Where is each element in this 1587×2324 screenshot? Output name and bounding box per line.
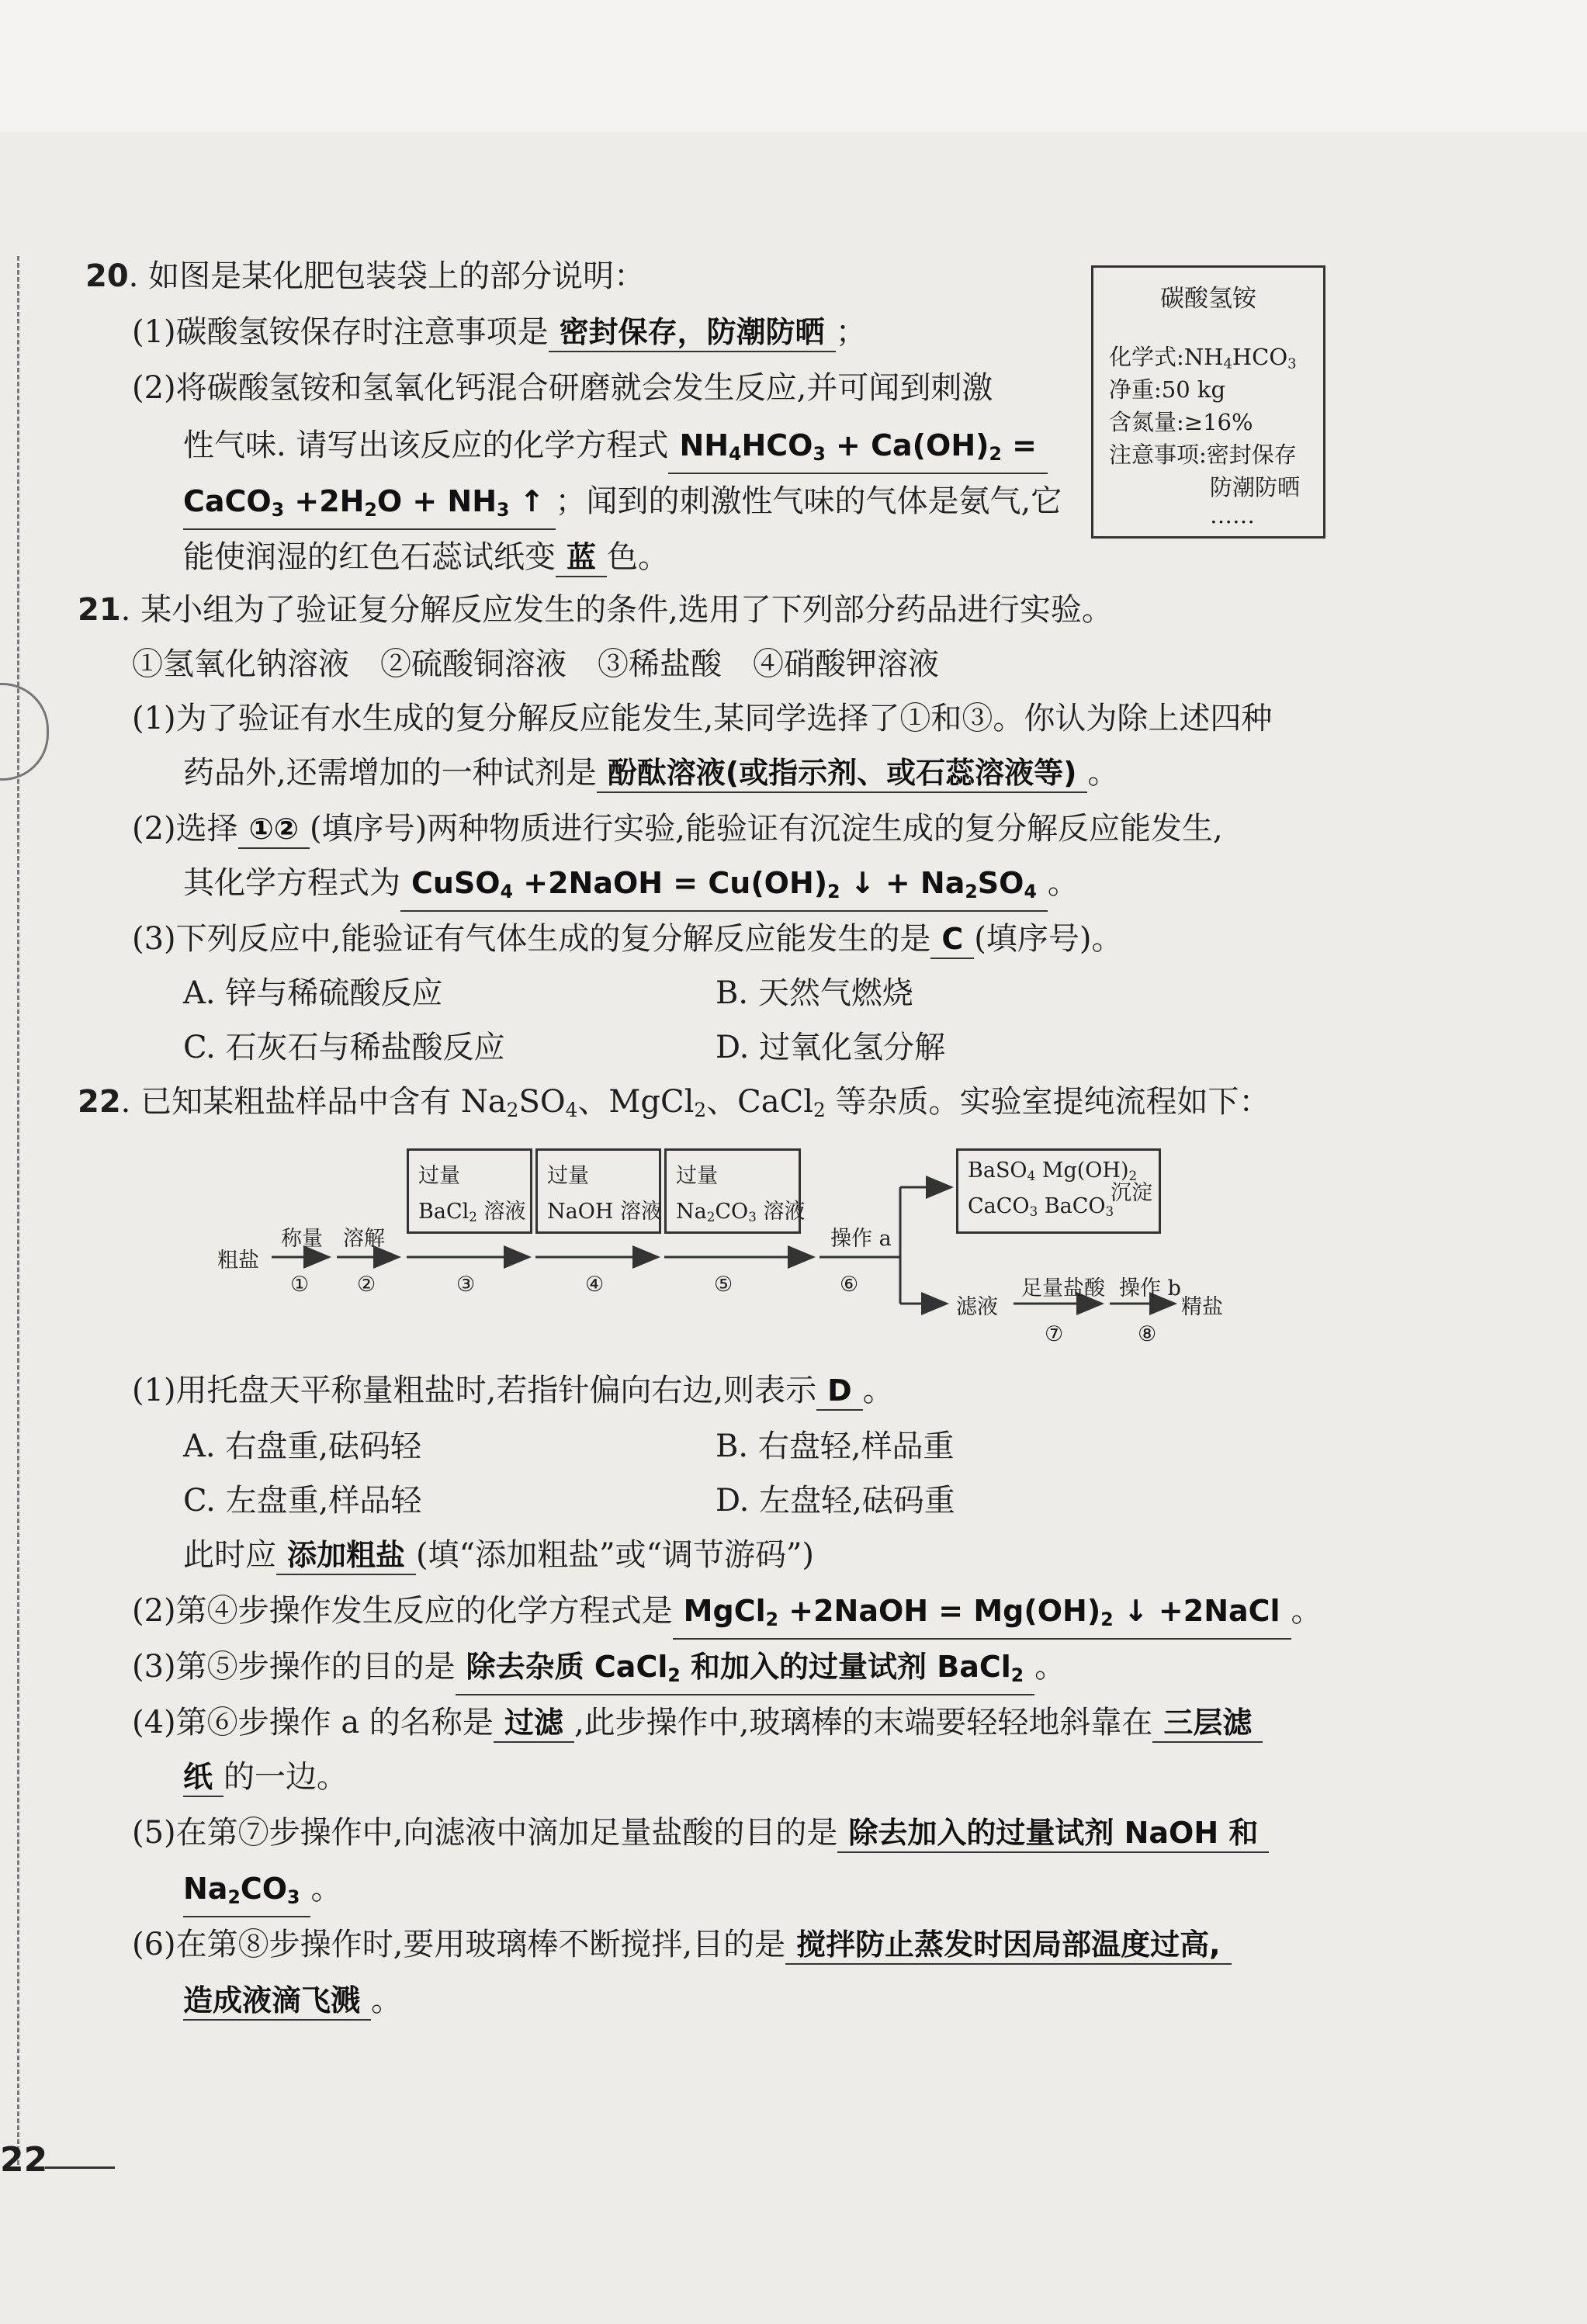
q21-equation: CuSO$_4$ +2NaOH = $Cu(OH)_2$ ↓ + $Na_2SO_4$ [400,864,1048,912]
q20-part2-line4: 能使润湿的红色石蕊试纸变 蓝 色。 [183,537,669,577]
q21-answer-3: C [930,920,974,959]
flow-fine-salt: 精盐 [1181,1295,1223,1319]
q21-answer-1: 酚酞溶液(或指示剂、或石蕊溶液等) [597,754,1088,793]
q22-part3: (3)第⑤步操作的目的是 除去杂质 CaCl$_2$ 和加入的过量试剂 BaCl$_2$ 。 [132,1647,1066,1695]
flow-op-b: 操作 b [1119,1276,1181,1301]
flow-hcl: 足量盐酸 [1021,1276,1105,1301]
flow-step-8: ⑧ [1138,1322,1157,1346]
q21-option-c: C. 石灰石与稀盐酸反应 [183,1030,505,1065]
q21-option-d: D. 过氧化氢分解 [716,1030,946,1065]
q22-answer-1: D [816,1372,863,1411]
q22-answer-4c: 纸 [183,1758,223,1797]
q21-part2-line2: 其化学方程式为 CuSO$_4$ +2NaOH = $Cu(OH)_2$ ↓ + $Na_2SO_4$ 。 [183,863,1079,912]
label-title: 碳酸氢铵 [1160,285,1256,313]
page-top-margin [0,0,1587,132]
q20-equation-part1: $NH_4HCO_3 + Ca(OH)_2$ = [668,427,1048,474]
q22-option-d: D. 左盘轻,砝码重 [716,1483,955,1519]
q21-part3: (3)下列反应中,能验证有气体生成的复分解反应能发生的是 C (填序号)。 [132,919,1122,959]
q22-part6-line2: 造成液滴飞溅 。 [183,1980,402,2021]
q22-answer-4b: 三层滤 [1152,1704,1263,1743]
q20-answer-1: 密封保存，防潮防晒 [549,313,836,352]
binding-margin-line [17,256,19,2165]
q21-option-a: A. 锌与稀硫酸反应 [183,975,443,1011]
q21-stem: 21. 某小组为了验证复分解反应发生的条件,选用了下列部分药品进行实验。 [78,592,1113,628]
flow-step-6: ⑥ [840,1273,859,1297]
q21-part2-line1: (2)选择 ①② (填序号)两种物质进行实验,能验证有沉淀生成的复分解反应能发生, [132,809,1223,849]
q21-answer-2: ①② [238,810,310,849]
q20-part2-line3: CaCO$_3$ $+2H_2O + NH_3$ ↑ ；闻到的刺激性气味的气体是氨气,它 [183,481,1062,530]
q20-part2-line1: (2)将碳酸氢铵和氢氧化钙混合研磨就会发生反应,并可闻到刺激 [132,370,993,406]
label-note3: …… [1210,502,1255,528]
q21-reagents: ①氢氧化钠溶液 ②硫酸铜溶液 ③稀盐酸 ④硝酸钾溶液 [132,646,939,682]
q20-part1: (1)碳酸氢铵保存时注意事项是 密封保存，防潮防晒 ； [132,312,867,352]
flow-box-bacl2: 过量 BaCl$_2$ 溶液 [407,1148,532,1234]
q22-answer-1b: 添加粗盐 [276,1536,416,1575]
q22-answer-6b: 造成液滴飞溅 [183,1982,371,2021]
label-note1: 注意事项:密封保存 [1109,442,1297,468]
flow-filtrate: 滤液 [956,1295,998,1319]
q21-part1-line2: 药品外,还需增加的一种试剂是 酚酞溶液(或指示剂、或石蕊溶液等) 。 [183,753,1118,793]
q22-option-c: C. 左盘重,样品轻 [183,1483,422,1519]
fertilizer-label [1091,265,1325,539]
q22-answer-6: 搅拌防止蒸发时因局部温度过高, [785,1926,1231,1965]
label-formula: 化学式$:NH_4HCO_3$ [1109,344,1297,372]
q22-answer-5b: $Na_2CO_3$ [183,1870,310,1917]
purification-flowchart [210,1141,1296,1373]
q20-answer-color: 蓝 [556,539,607,577]
label-nitrogen: 含氮量:≥16% [1109,409,1253,435]
q22-part4-line2: 纸 的一边。 [183,1757,348,1797]
flow-crude-salt: 粗盐 [217,1249,259,1273]
page-number: 22 [0,2140,48,2180]
label-note2: 防潮防晒 [1210,474,1301,500]
q20-equation-part2: CaCO$_3$ $+2H_2O + NH_3$ ↑ [183,483,556,530]
q22-part5-line1: (5)在第⑦步操作中,向滤液中滴加足量盐酸的目的是 除去加入的过量试剂 NaOH 和 [132,1813,1269,1853]
flow-step-1: ① [290,1273,310,1297]
margin-stamp [0,683,49,781]
label-weight: 净重:50 kg [1109,376,1226,403]
flow-box-na2co3: 过量 $Na_2CO_3$ 溶液 [664,1148,801,1234]
q21-part1-line1: (1)为了验证有水生成的复分解反应能发生,某同学选择了①和③。你认为除上述四种 [132,701,1273,736]
flow-step-7: ⑦ [1045,1322,1064,1346]
q22-option-a: A. 右盘重,砝码轻 [183,1429,422,1464]
flow-step-4: ④ [585,1273,605,1297]
flow-step-3: ③ [456,1273,476,1297]
flow-dissolve: 溶解 [343,1227,385,1251]
q22-part1b: 此时应 添加粗盐 (填“添加粗盐”或“调节游码”) [183,1535,814,1575]
q22-answer-4a: 过滤 [494,1704,574,1743]
flow-arrows [210,1141,1296,1373]
q22-part6-line1: (6)在第⑧步操作时,要用玻璃棒不断搅拌,目的是 搅拌防止蒸发时因局部温度过高, [132,1924,1232,1965]
q20-part2-line2: 性气味. 请写出该反应的化学方程式 $NH_4HCO_3 + Ca(OH)_2$ = [183,425,1048,474]
q22-part1: (1)用托盘天平称量粗盐时,若指针偏向右边,则表示 D 。 [132,1370,894,1411]
q22-part2: (2)第④步操作发生反应的化学方程式是 MgCl$_2$ +2NaOH = $Mg(OH)_2$ ↓ +2NaCl 。 [132,1591,1322,1640]
q22-equation: MgCl$_2$ +2NaOH = $Mg(OH)_2$ ↓ +2NaCl [673,1592,1291,1640]
flow-box-precipitate: BaSO$_4$ $Mg(OH)_2$ CaCO$_3$ BaCO$_3$ 沉淀 [956,1148,1161,1234]
q20-stem: 20. 如图是某化肥包装袋上的部分说明： [85,258,646,294]
q22-part4-line1: (4)第⑥步操作 a 的名称是 过滤 ,此步操作中,玻璃棒的末端要轻轻地斜靠在 三层滤 [132,1702,1263,1743]
q22-stem: 22. 已知某粗盐样品中含有 $Na_2SO_4$、MgCl$_2$、CaCl$_2$ 等杂质。实验室提纯流程如下： [78,1084,1270,1122]
flow-step-5: ⑤ [714,1273,733,1297]
q22-answer-5: 除去加入的过量试剂 NaOH 和 [837,1814,1269,1853]
flow-op-a: 操作 a [830,1227,892,1251]
flow-weigh: 称量 [281,1227,323,1251]
flow-box-naoh: 过量 NaOH 溶液 [535,1148,661,1234]
flow-step-2: ② [357,1273,376,1297]
q22-answer-3: 除去杂质 CaCl$_2$ 和加入的过量试剂 BaCl$_2$ [456,1648,1034,1695]
page-number-rule [45,2166,115,2169]
q22-part5-line2: $Na_2CO_3$ 。 [183,1869,341,1917]
q22-option-b: B. 右盘轻,样品重 [716,1429,955,1464]
q21-option-b: B. 天然气燃烧 [716,975,913,1011]
